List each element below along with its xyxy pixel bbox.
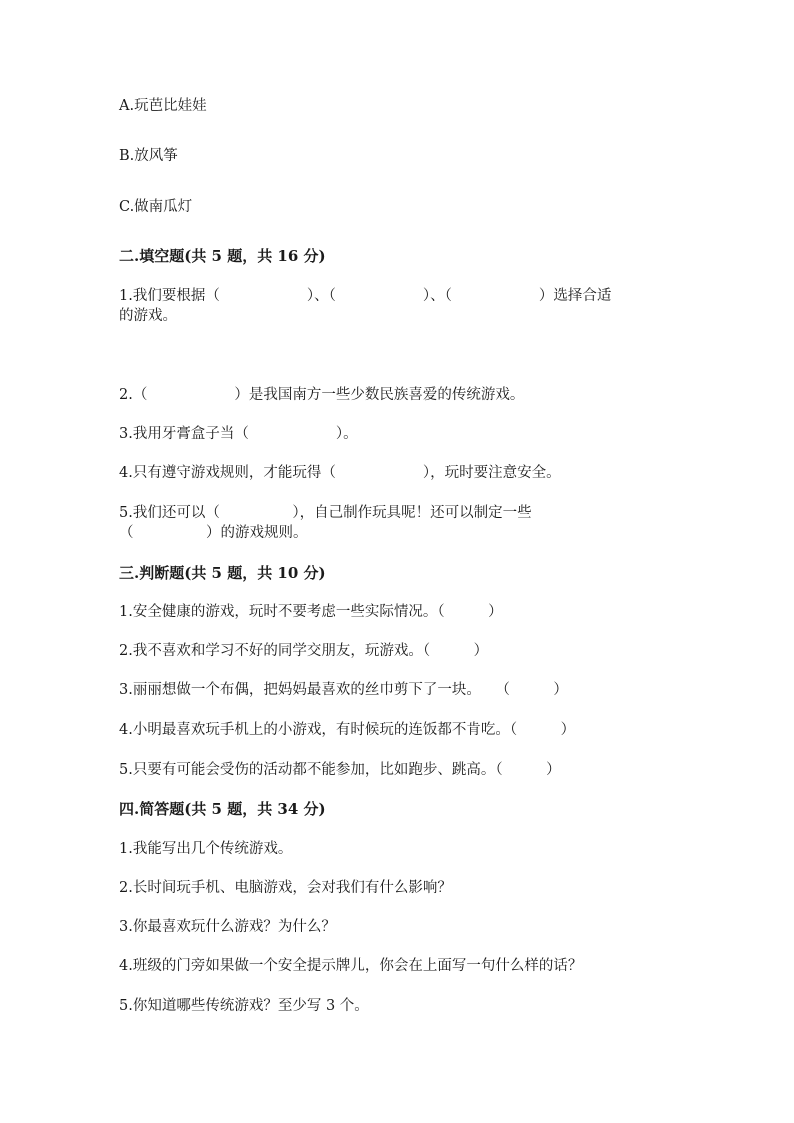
fill-q5-line1: 5.我们还可以（ ），自己制作玩具呢！还可以制定一些 xyxy=(119,505,532,521)
option-c: C.做南瓜灯 xyxy=(119,199,193,215)
judge-q1: 1.安全健康的游戏，玩时不要考虑一些实际情况。（ ） xyxy=(119,604,503,620)
option-b: B.放风筝 xyxy=(119,148,178,164)
judge-q3: 3.丽丽想做一个布偶，把妈妈最喜欢的丝巾剪下了一块。 （ ） xyxy=(119,682,568,698)
judge-q5: 5.只要有可能会受伤的活动都不能参加，比如跑步、跳高。（ ） xyxy=(119,762,561,778)
short-q2: 2.长时间玩手机、电脑游戏，会对我们有什么影响？ xyxy=(119,880,452,896)
fill-q1-line2: 的游戏。 xyxy=(119,308,177,324)
short-q4: 4.班级的门旁如果做一个安全提示牌儿，你会在上面写一句什么样的话？ xyxy=(119,958,583,974)
short-q3: 3.你最喜欢玩什么游戏？为什么？ xyxy=(119,919,336,935)
fill-q1-line1: 1.我们要根据（ ）、（ ）、（ ）选择合适 xyxy=(119,288,612,304)
judge-q4: 4.小明最喜欢玩手机上的小游戏，有时候玩的连饭都不肯吃。（ ） xyxy=(119,722,576,738)
option-a: A.玩芭比娃娃 xyxy=(119,98,207,114)
section4-heading: 四.简答题(共 5 题，共 34 分) xyxy=(119,800,326,818)
section3-heading: 三.判断题(共 5 题，共 10 分) xyxy=(119,564,326,582)
fill-q3: 3.我用牙膏盒子当（ ）。 xyxy=(119,426,358,442)
short-q5: 5.你知道哪些传统游戏？至少写 3 个。 xyxy=(119,998,369,1014)
short-q1: 1.我能写出几个传统游戏。 xyxy=(119,841,293,857)
fill-q5-line2: （ ）的游戏规则。 xyxy=(119,525,308,541)
judge-q2: 2.我不喜欢和学习不好的同学交朋友，玩游戏。（ ） xyxy=(119,643,489,659)
fill-q2: 2.（ ）是我国南方一些少数民族喜爱的传统游戏。 xyxy=(119,387,525,403)
section2-heading: 二.填空题(共 5 题，共 16 分) xyxy=(119,247,326,265)
fill-q4: 4.只有遵守游戏规则，才能玩得（ ），玩时要注意安全。 xyxy=(119,465,561,481)
